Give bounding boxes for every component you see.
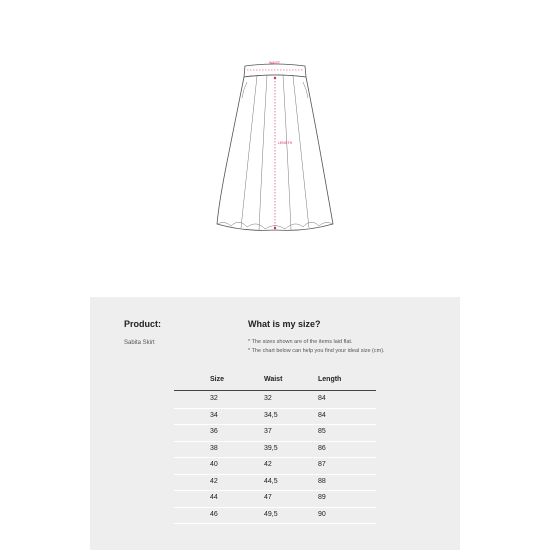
cell-length: 85 — [318, 428, 326, 435]
cell-size: 34 — [210, 411, 218, 419]
table-row — [174, 425, 376, 442]
product-heading: Product: — [124, 319, 161, 329]
cell-size: 46 — [210, 510, 218, 518]
cell-size: 38 — [210, 444, 218, 452]
cell-waist: 32 — [264, 395, 272, 402]
cell-length: 88 — [318, 477, 326, 485]
cell-size: 32 — [210, 395, 218, 402]
waist-label: WAIST — [269, 61, 280, 65]
size-guide-heading: What is my size? — [248, 319, 321, 329]
cell-waist: 47 — [264, 494, 272, 501]
cell-size: 44 — [210, 494, 218, 501]
header-length: Length — [318, 376, 342, 383]
table-row — [174, 458, 376, 475]
size-note-2: * The chart below can help you find your ideal size (cm). — [248, 348, 385, 354]
cell-size: 42 — [210, 477, 218, 485]
cell-waist: 39,5 — [264, 444, 278, 452]
cell-waist: 49,5 — [264, 510, 278, 518]
table-row — [174, 409, 376, 426]
skirt-diagram — [205, 52, 345, 242]
header-size: Size — [210, 376, 225, 383]
cell-waist: 42 — [264, 461, 272, 468]
cell-size: 36 — [210, 428, 218, 435]
skirt-illustration — [205, 52, 345, 242]
length-label: LENGTH — [278, 141, 293, 145]
table-row — [174, 508, 376, 525]
table-row — [174, 392, 376, 409]
cell-waist: 34,5 — [264, 411, 278, 419]
cell-length: 86 — [318, 444, 326, 452]
cell-length: 84 — [318, 395, 326, 402]
size-note-1: * The sizes shown are of the items laid flat. — [248, 339, 353, 345]
size-guide-panel — [90, 297, 460, 550]
cell-length: 90 — [318, 510, 326, 518]
product-name: Sabita Skirt — [124, 340, 155, 346]
cell-length: 89 — [318, 494, 326, 501]
table-row — [174, 475, 376, 492]
cell-size: 40 — [210, 461, 218, 468]
cell-length: 84 — [318, 411, 326, 419]
cell-waist: 44,5 — [264, 477, 278, 485]
table-row — [174, 491, 376, 508]
table-row — [174, 442, 376, 459]
size-table-header — [174, 374, 376, 391]
cell-length: 87 — [318, 461, 326, 468]
header-waist: Waist — [264, 376, 283, 383]
size-table — [174, 374, 376, 524]
cell-waist: 37 — [264, 428, 272, 435]
size-table-body — [174, 392, 376, 524]
